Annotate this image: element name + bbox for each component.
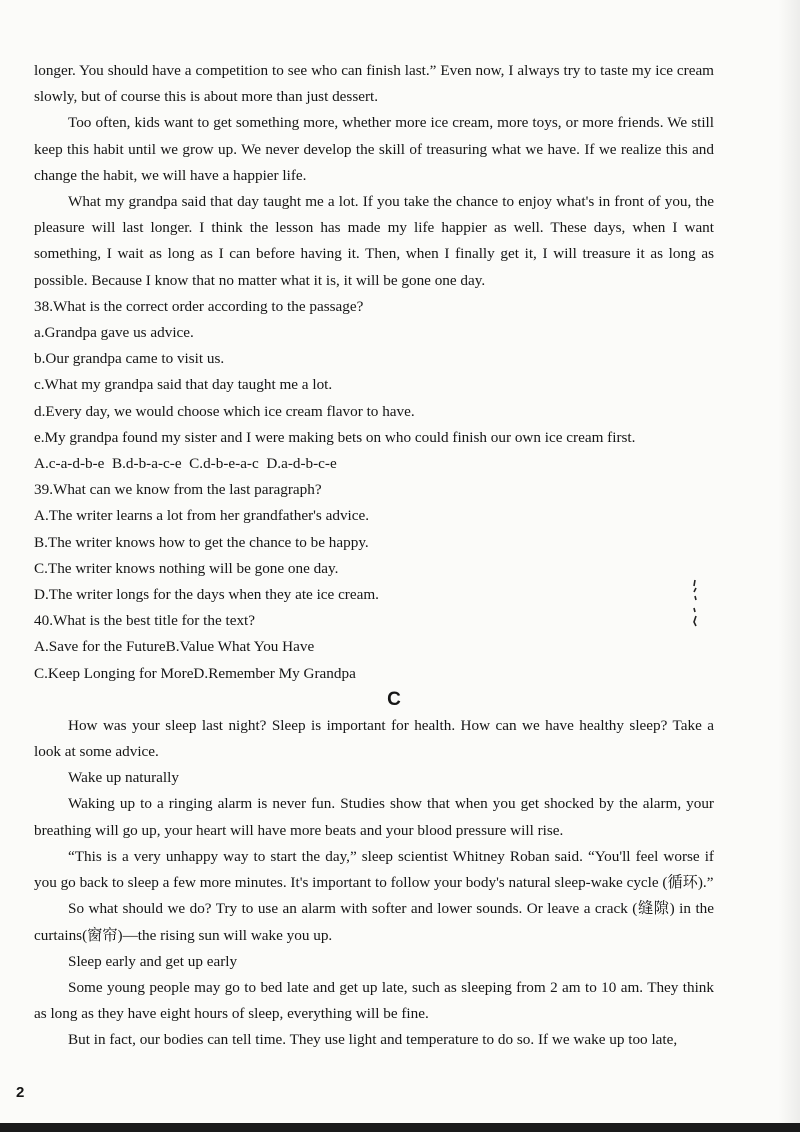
question-39-option-a: A.The writer learns a lot from her grandfather's advice. <box>34 507 370 525</box>
subheading-wake-up-naturally: Wake up naturally <box>68 769 179 787</box>
question-39-option-b: B.The writer knows how to get the chance to be happy. <box>34 533 369 551</box>
question-39-option-c: C.The writer knows nothing will be gone one day. <box>34 559 339 577</box>
passage-b-paragraph-2: Too often, kids want to get something more, whether more ice cream, more toys, or more friends. We still keep this habit until we grow up. We never develop the skill of treasuring what we have. If we realize this and change the habit, we will have a happier life. <box>34 114 714 184</box>
subheading-sleep-early: Sleep early and get up early <box>68 952 238 970</box>
question-38-item-a: a.Grandpa gave us advice. <box>34 324 194 342</box>
question-40-options-row-2: C.Keep Longing for MoreD.Remember My Grandpa <box>34 664 356 682</box>
question-39-stem: 39.What can we know from the last paragraph? <box>34 481 322 499</box>
page-number: 2 <box>16 1084 25 1101</box>
passage-c-paragraph-2: “This is a very unhappy way to start the day,” sleep scientist Whitney Roban said. “You'll feel worse if you go back to sleep a few more minutes. It's important to follow your body's natural sleep-wake cycle (循环).” <box>34 847 714 892</box>
passage-b-paragraph-1: longer. You should have a competition to see who can finish last.” Even now, I always try to taste my ice cream slowly, but of course this is about more than just dessert. <box>34 62 714 106</box>
margin-scribble-mark <box>690 578 700 628</box>
passage-c-paragraph-3: So what should we do? Try to use an alarm with softer and lower sounds. Or leave a crack (缝隙) in the curtains(窗帘)—the rising sun will wake you up. <box>34 900 714 944</box>
page-content <box>34 58 714 1054</box>
scan-edge-shadow <box>778 0 800 1132</box>
question-38-item-c: c.What my grandpa said that day taught me a lot. <box>34 376 333 394</box>
passage-c-intro: How was your sleep last night? Sleep is important for health. How can we have healthy sleep? Take a look at some advice. <box>34 716 714 761</box>
question-38-options: A.c-a-d-b-e B.d-b-a-c-e C.d-b-e-a-c D.a-d-b-c-e <box>34 455 337 473</box>
question-38-stem: 38.What is the correct order according to the passage? <box>34 297 364 315</box>
question-38-item-b: b.Our grandpa came to visit us. <box>34 350 225 368</box>
question-38-item-d: d.Every day, we would choose which ice cream flavor to have. <box>34 402 415 420</box>
passage-b-paragraph-3: What my grandpa said that day taught me a lot. If you take the chance to enjoy what's in front of you, the pleasure will last longer. I think the lesson has made my life happier as well. These days, when I want something, I wait as long as I can before having it. Then, when I finally get it, I will treasure it as long as possible. Because I know that no matter what it is, it will be gone one day. <box>34 193 714 289</box>
section-heading-c: C <box>387 688 401 710</box>
passage-c-paragraph-1: Waking up to a ringing alarm is never fun. Studies show that when you get shocked by the alarm, your breathing will go up, your heart will have more beats and your blood pressure will rise. <box>34 795 714 839</box>
question-38-item-e: e.My grandpa found my sister and I were making bets on who could finish our own ice cream first. <box>34 428 636 446</box>
question-39-option-d: D.The writer longs for the days when they ate ice cream. <box>34 586 379 604</box>
passage-c-paragraph-5: But in fact, our bodies can tell time. They use light and temperature to do so. If we wake up too late, <box>68 1031 678 1049</box>
question-40-options-row-1: A.Save for the FutureB.Value What You Have <box>34 638 315 656</box>
passage-c-paragraph-4: Some young people may go to bed late and get up late, such as sleeping from 2 am to 10 am. They think as long as they have eight hours of sleep, everything will be fine. <box>34 978 714 1023</box>
scan-bottom-border <box>0 1123 800 1132</box>
question-40-stem: 40.What is the best title for the text? <box>34 612 255 630</box>
